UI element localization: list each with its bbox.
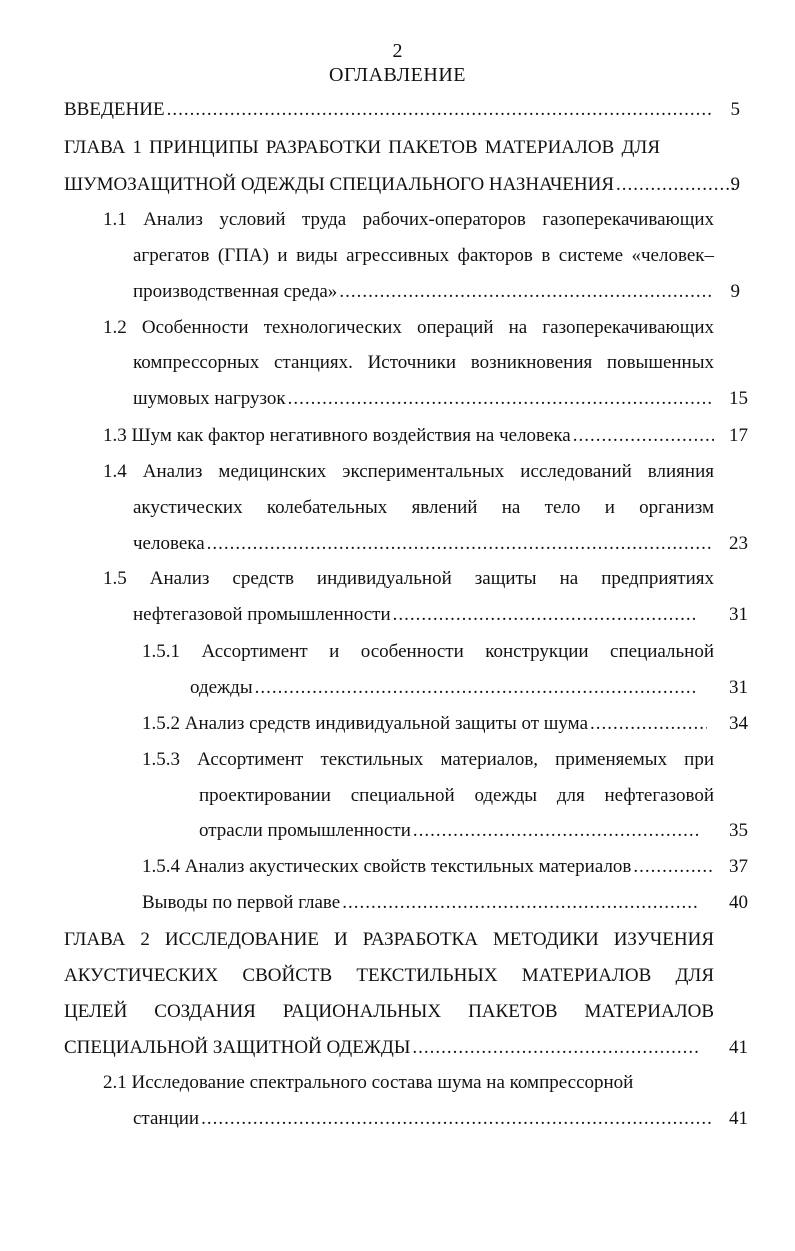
- leader-dots: [412, 1036, 700, 1060]
- toc-entry-chapter-1[interactable]: [64, 173, 734, 197]
- leader-dots: [413, 819, 699, 843]
- toc-entry-1-5-1[interactable]: [190, 676, 695, 700]
- toc-entry-chapter-2-line-1[interactable]: ГЛАВА 2 ИССЛЕДОВАНИЕ И РАЗРАБОТКА МЕТОДИКИ ИЗУЧЕНИЯ: [64, 929, 714, 950]
- toc-entry-text: человека: [133, 533, 205, 554]
- toc-entry-text: станции: [133, 1108, 200, 1129]
- toc-entry-1-2-line-2: компрессорных станциях. Источники возникновения повышенных: [133, 352, 714, 373]
- leader-dots: [339, 280, 714, 304]
- toc-page-number: 40: [729, 892, 748, 913]
- toc-page-number: 23: [729, 533, 748, 554]
- toc-page-number: 41: [729, 1037, 748, 1058]
- toc-title: ОГЛАВЛЕНИЕ: [329, 64, 466, 86]
- toc-page-number: 9: [730, 174, 740, 195]
- toc-entry-1-2-line-1[interactable]: 1.2 Особенности технологических операций на газоперекачивающих: [103, 317, 714, 338]
- toc-entry-text: производственная среда»: [133, 281, 338, 302]
- toc-entry-chapter-2[interactable]: [64, 1036, 700, 1060]
- toc-entry-1-5-3[interactable]: [199, 819, 699, 843]
- toc-entry-1-3[interactable]: [103, 424, 714, 448]
- page-number: 2: [392, 40, 403, 62]
- toc-page-number: 41: [729, 1108, 748, 1129]
- toc-entry-1-1-line-2: агрегатов (ГПА) и виды агрессивных факторов в системе «человек–: [133, 245, 714, 266]
- leader-dots: [573, 424, 714, 448]
- leader-dots: [393, 603, 695, 627]
- toc-entry-introduction[interactable]: [64, 98, 714, 122]
- toc-entry-1-4-line-1[interactable]: 1.4 Анализ медицинских экспериментальных исследований влияния: [103, 461, 714, 482]
- toc-entry-1-4[interactable]: [133, 532, 714, 556]
- toc-entry-chapter-2-line-3: ЦЕЛЕЙ СОЗДАНИЯ РАЦИОНАЛЬНЫХ ПАКЕТОВ МАТЕРИАЛОВ: [64, 1001, 714, 1022]
- toc-entry-text: нефтегазовой промышленности: [133, 604, 391, 625]
- toc-entry-text: отрасли промышленности: [199, 820, 411, 841]
- toc-entry-text: 1.3 Шум как фактор негативного воздействия на человека: [103, 425, 571, 446]
- toc-entry-text: 2.1 Исследование спектрального состава шума на компрессорной: [103, 1072, 634, 1093]
- toc-entry-text: шумовых нагрузок: [133, 388, 286, 409]
- toc-entry-1-1-line-1[interactable]: 1.1 Анализ условий труда рабочих-операторов газоперекачивающих: [103, 209, 714, 230]
- toc-page-number: 35: [729, 820, 748, 841]
- leader-dots: [201, 1107, 714, 1131]
- toc-entry-chapter-1-line-1[interactable]: ГЛАВА 1 ПРИНЦИПЫ РАЗРАБОТКИ ПАКЕТОВ МАТЕРИАЛОВ ДЛЯ: [64, 137, 660, 158]
- toc-entry-1-5-3-line-2: проектировании специальной одежды для нефтегазовой: [199, 785, 714, 806]
- toc-entry-conclusions-chapter-1[interactable]: [142, 891, 700, 915]
- toc-entry-chapter-2-line-2: АКУСТИЧЕСКИХ СВОЙСТВ ТЕКСТИЛЬНЫХ МАТЕРИАЛОВ ДЛЯ: [64, 965, 714, 986]
- toc-page-number: 37: [729, 856, 748, 877]
- toc-entry-text: 1.5.4 Анализ акустических свойств текстильных материалов: [142, 856, 632, 877]
- toc-entry-text: ШУМОЗАЩИТНОЙ ОДЕЖДЫ СПЕЦИАЛЬНОГО НАЗНАЧЕНИЯ: [64, 174, 615, 195]
- toc-entry-text: ВВЕДЕНИЕ: [64, 99, 165, 120]
- toc-entry-1-4-line-2: акустических колебательных явлений на тело и организм: [133, 497, 714, 518]
- toc-entry-1-5-1-line-1[interactable]: 1.5.1 Ассортимент и особенности конструкции специальной: [142, 641, 714, 662]
- toc-page-number: 9: [730, 281, 740, 302]
- toc-entry-1-5-3-line-1[interactable]: 1.5.3 Ассортимент текстильных материалов, применяемых при: [142, 749, 714, 770]
- leader-dots: [167, 98, 714, 122]
- leader-dots: [255, 676, 695, 700]
- leader-dots: [633, 855, 712, 879]
- toc-entry-1-1[interactable]: [133, 280, 714, 304]
- toc-page-number: 17: [729, 425, 748, 446]
- leader-dots: [590, 712, 707, 736]
- toc-page-number: 5: [730, 99, 740, 120]
- toc-entry-text: Выводы по первой главе: [142, 892, 341, 913]
- toc-entry-1-5-2[interactable]: [142, 712, 707, 736]
- toc-page-number: 31: [729, 604, 748, 625]
- toc-page-number: 34: [729, 713, 748, 734]
- leader-dots: [342, 891, 700, 915]
- leader-dots: [288, 387, 714, 411]
- toc-entry-text: одежды: [190, 677, 253, 698]
- toc-page-number: 15: [729, 388, 748, 409]
- toc-entry-1-5-line-1[interactable]: 1.5 Анализ средств индивидуальной защиты на предприятиях: [103, 568, 714, 589]
- leader-dots: [207, 532, 714, 556]
- toc-entry-1-2[interactable]: [133, 387, 714, 411]
- toc-entry-text: 1.5.2 Анализ средств индивидуальной защиты от шума: [142, 713, 589, 734]
- toc-entry-2-1-line-1[interactable]: [103, 1071, 714, 1095]
- toc-entry-2-1[interactable]: [133, 1107, 714, 1131]
- toc-page-number: 31: [729, 677, 748, 698]
- toc-entry-text: СПЕЦИАЛЬНОЙ ЗАЩИТНОЙ ОДЕЖДЫ: [64, 1037, 411, 1058]
- toc-entry-1-5-4[interactable]: [142, 855, 712, 879]
- toc-entry-1-5[interactable]: [133, 603, 695, 627]
